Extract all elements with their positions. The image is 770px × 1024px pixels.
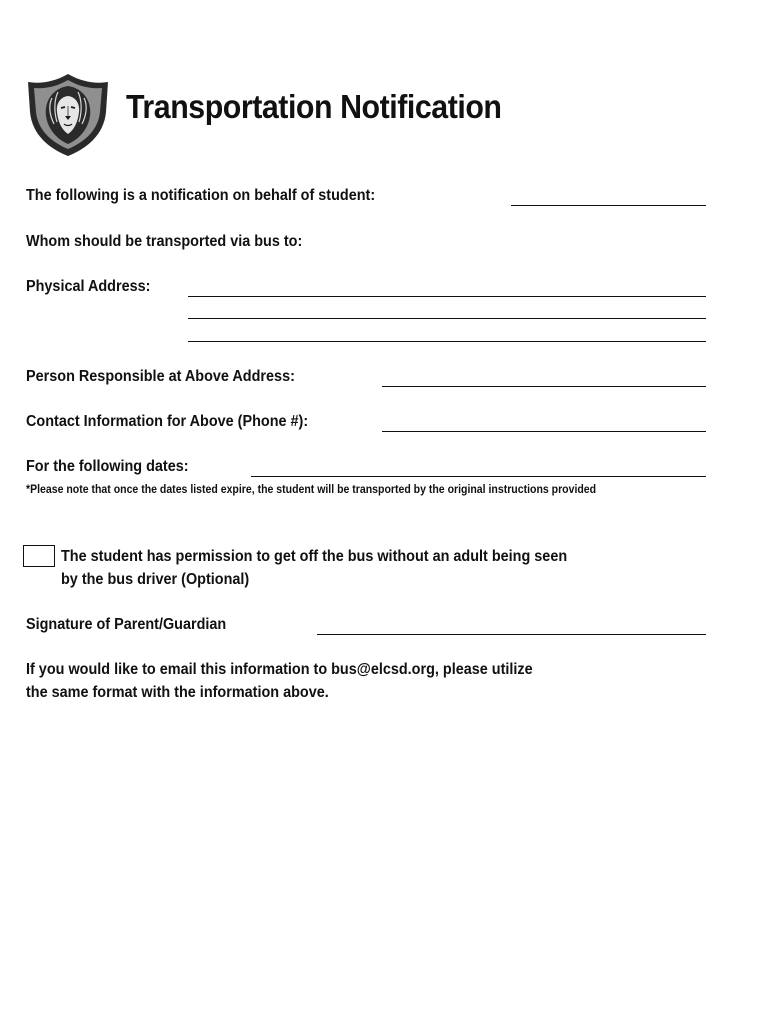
address-field-line-1[interactable] xyxy=(188,296,706,297)
permission-text-line-2: by the bus driver (Optional) xyxy=(61,571,250,588)
contact-label: Contact Information for Above (Phone #): xyxy=(26,413,309,430)
dates-field[interactable] xyxy=(251,476,706,477)
page-title: Transportation Notification xyxy=(126,88,502,125)
email-note-line-1: If you would like to email this information to bus@elcsd.org, please utilize xyxy=(26,661,533,678)
transport-label: Whom should be transported via bus to: xyxy=(26,233,303,250)
address-field-line-2[interactable] xyxy=(188,318,706,319)
email-note-line-2: the same format with the information above. xyxy=(26,684,329,701)
person-responsible-field[interactable] xyxy=(382,386,706,387)
address-field-line-3[interactable] xyxy=(188,341,706,342)
contact-phone-field[interactable] xyxy=(382,431,706,432)
person-responsible-label: Person Responsible at Above Address: xyxy=(26,368,295,385)
signature-label: Signature of Parent/Guardian xyxy=(26,616,227,633)
permission-text-line-1: The student has permission to get off the bus without an adult being seen xyxy=(61,548,568,565)
student-name-field[interactable] xyxy=(511,205,706,206)
dates-label: For the following dates: xyxy=(26,458,189,475)
address-label: Physical Address: xyxy=(26,278,151,295)
lion-shield-icon xyxy=(24,72,112,158)
signature-field[interactable] xyxy=(317,634,706,635)
dates-note: *Please note that once the dates listed expire, the student will be transported by the original instructions provided xyxy=(26,484,597,496)
permission-checkbox[interactable] xyxy=(23,545,55,567)
student-label: The following is a notification on behalf of student: xyxy=(26,187,376,204)
